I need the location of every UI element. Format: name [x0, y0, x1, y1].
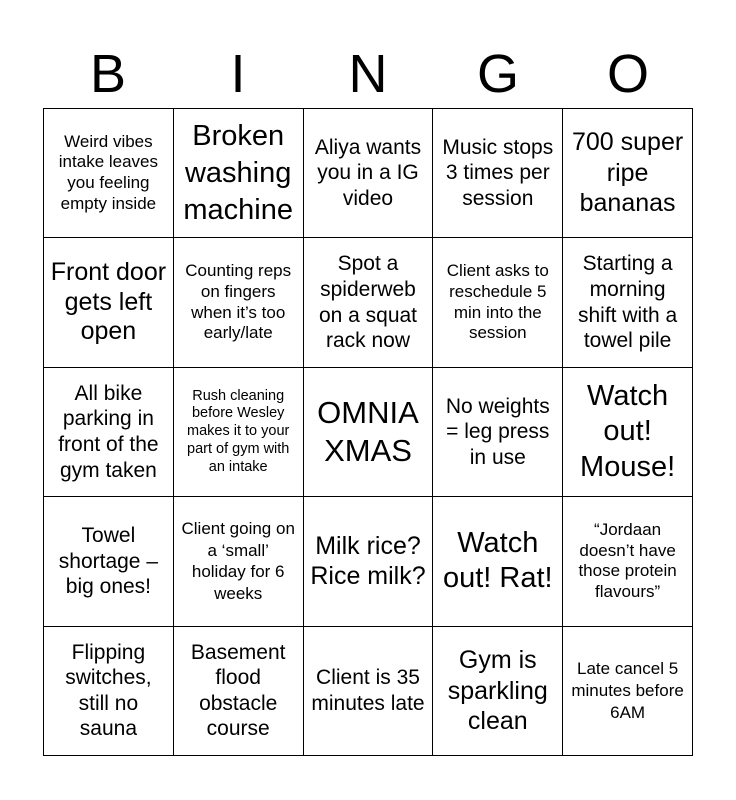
cell-text: 700 super ripe bananas: [571, 128, 684, 218]
cell-text: Late cancel 5 minutes before 6AM: [571, 659, 684, 722]
bingo-cell[interactable]: [44, 627, 174, 756]
cell-text: Starting a morning shift with a towel pile: [577, 252, 678, 353]
cell-text: Music stops 3 times per session: [442, 135, 554, 210]
bingo-cell[interactable]: [433, 238, 563, 367]
bingo-cell free-space[interactable]: [304, 368, 434, 497]
header-letter-i: I: [230, 44, 246, 104]
bingo-cell[interactable]: [304, 627, 434, 756]
header-letter-n: N: [348, 44, 388, 104]
cell-text: Watch out! Rat!: [442, 527, 553, 595]
header-letter-b: B: [89, 44, 127, 104]
bingo-cell[interactable]: [433, 109, 563, 238]
cell-text: Aliya wants you in a IG video: [314, 135, 422, 210]
cell-text: Spot a spiderweb on a squat rack now: [318, 252, 418, 353]
bingo-cell[interactable]: [174, 497, 304, 626]
bingo-cell[interactable]: [563, 368, 693, 497]
cell-text: No weights = leg press in use: [445, 394, 550, 469]
cell-text: All bike parking in front of the gym taken: [58, 381, 159, 482]
bingo-cell[interactable]: [563, 627, 693, 756]
bingo-cell[interactable]: [44, 368, 174, 497]
cell-text: Broken washing machine: [183, 119, 293, 226]
cell-text: Basement flood obstacle course: [190, 640, 286, 741]
bingo-cell[interactable]: [563, 109, 693, 238]
bingo-cell[interactable]: [304, 238, 434, 367]
cell-text: Rush cleaning before Wesley makes it to your part of gym with an intake: [187, 387, 290, 475]
cell-text: Client going on a ‘small’ holiday for 6 weeks: [181, 518, 295, 604]
bingo-cell[interactable]: [44, 497, 174, 626]
cell-text: Counting reps on fingers when it’s too early/late: [185, 261, 292, 343]
bingo-cell[interactable]: [174, 238, 304, 367]
bingo-cell[interactable]: [174, 627, 304, 756]
cell-text: Towel shortage – big ones!: [58, 523, 159, 599]
bingo-cell[interactable]: [304, 109, 434, 238]
bingo-cell[interactable]: [44, 238, 174, 367]
bingo-cell[interactable]: [433, 497, 563, 626]
cell-text: Flipping switches, still no sauna: [65, 640, 152, 741]
bingo-board: [43, 108, 693, 756]
bingo-cell[interactable]: [433, 627, 563, 756]
cell-text: Watch out! Mouse!: [580, 379, 676, 483]
bingo-header: [43, 40, 693, 108]
cell-text: Weird vibes intake leaves you feeling empty inside: [58, 131, 159, 213]
header-letter-g: G: [476, 44, 519, 104]
bingo-cell[interactable]: [174, 109, 304, 238]
cell-text: Gym is sparkling clean: [447, 646, 548, 736]
cell-text: Client asks to reschedule 5 min into the session: [446, 261, 549, 343]
cell-text: Client is 35 minutes late: [311, 666, 425, 715]
bingo-cell[interactable]: [304, 497, 434, 626]
cell-text: OMNIA XMAS: [317, 395, 419, 468]
bingo-cell[interactable]: [563, 497, 693, 626]
cell-text: “Jordaan doesn’t have those protein flavours”: [578, 519, 677, 602]
bingo-cell[interactable]: [563, 238, 693, 367]
bingo-cell[interactable]: [174, 368, 304, 497]
bingo-cell[interactable]: [44, 109, 174, 238]
header-letter-o: O: [606, 44, 649, 104]
cell-text: Milk rice? Rice milk?: [310, 531, 426, 591]
cell-text: Front door gets left open: [50, 258, 167, 346]
bingo-cell[interactable]: [433, 368, 563, 497]
